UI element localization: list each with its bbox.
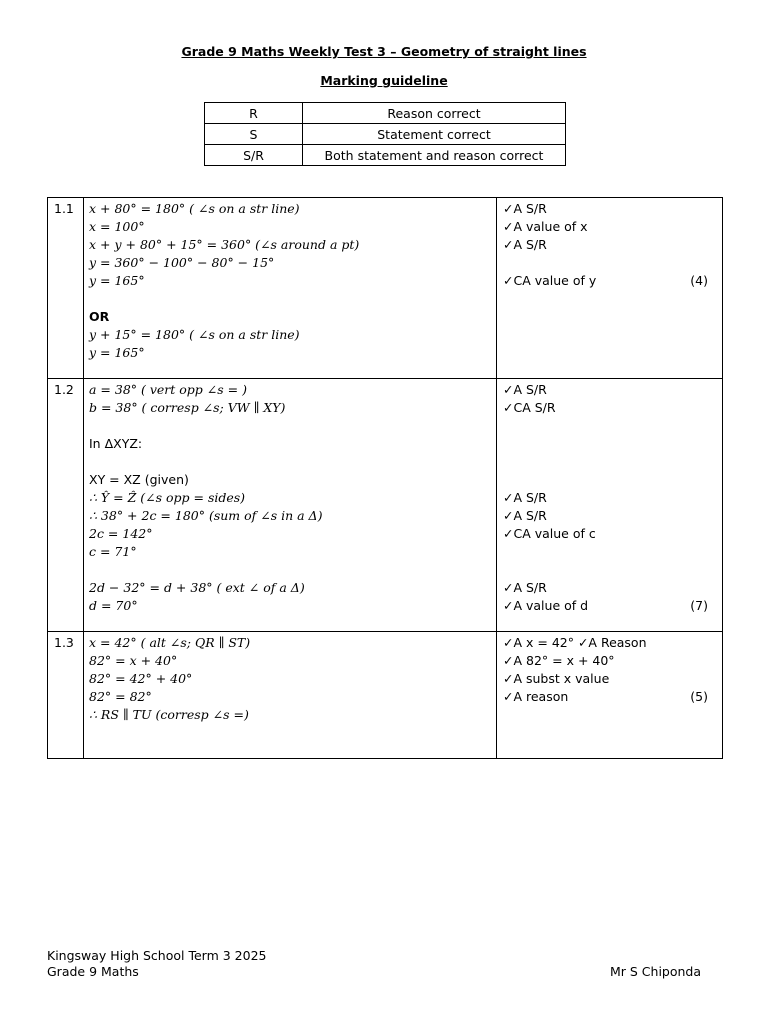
question-number: 1.1 (48, 198, 84, 378)
working-line: 82° = 82° (89, 689, 152, 704)
footer-teacher: Mr S Chiponda (610, 964, 702, 979)
blank-line (503, 471, 708, 489)
working-line: y = 165° (89, 273, 145, 288)
blank-line (503, 435, 708, 453)
working-line: a = 38° ( vert opp ∠s = ) (89, 382, 247, 397)
blank-line (503, 543, 708, 561)
mark-line: ✓A 82° = x + 40° (503, 653, 615, 668)
mark-line-with-total (503, 597, 708, 615)
legend-code: R (205, 103, 303, 124)
mark-line: ✓A S/R (503, 508, 547, 523)
question-row (48, 631, 722, 758)
legend-row (205, 103, 566, 124)
mark-line-with-total (503, 688, 708, 706)
working-line: XY = XZ (given) (89, 472, 189, 487)
legend-meaning: Both statement and reason correct (303, 145, 566, 166)
mark-line: ✓A reason (503, 689, 569, 704)
blank-line (503, 453, 708, 471)
working-column (84, 379, 497, 631)
working-line: In ΔXYZ: (89, 436, 143, 451)
mark-line: ✓CA value of c (503, 526, 596, 541)
working-line: 2c = 142° (89, 526, 153, 541)
question-total: (5) (690, 689, 708, 704)
blank-line (503, 254, 708, 272)
mark-line: ✓A S/R (503, 580, 547, 595)
working-line: 2d − 32° = d + 38° ( ext ∠ of a Δ) (89, 580, 305, 595)
footer-left (47, 948, 266, 980)
legend-code: S/R (205, 145, 303, 166)
mark-line: ✓A S/R (503, 237, 547, 252)
mark-line: ✓A subst x value (503, 671, 610, 686)
footer-subject: Grade 9 Maths (47, 964, 139, 979)
blank-line (503, 417, 708, 435)
legend-row (205, 124, 566, 145)
question-total: (7) (690, 598, 708, 613)
legend-code: S (205, 124, 303, 145)
working-line: 82° = x + 40° (89, 653, 178, 668)
working-line: x = 100° (89, 219, 145, 234)
mark-line: ✓A S/R (503, 382, 547, 397)
mark-line: ✓A value of d (503, 598, 589, 613)
document-title: Grade 9 Maths Weekly Test 3 – Geometry of straight lines (181, 44, 587, 59)
mark-line: ✓A S/R (503, 201, 547, 216)
question-number: 1.2 (48, 379, 84, 631)
marks-column (497, 379, 722, 631)
question-row (48, 378, 722, 631)
working-line: 82° = 42° + 40° (89, 671, 193, 686)
working-column (84, 632, 497, 758)
footer-school: Kingsway High School Term 3 2025 (47, 948, 267, 963)
question-number: 1.3 (48, 632, 84, 758)
mark-line: ✓A S/R (503, 490, 547, 505)
blank-line (503, 561, 708, 579)
mark-line: ✓CA S/R (503, 400, 556, 415)
legend-row (205, 145, 566, 166)
working-line: y = 165° (89, 345, 145, 360)
working-line: y = 360° − 100° − 80° − 15° (89, 255, 275, 270)
marks-column (497, 632, 722, 758)
mark-line: ✓A x = 42° ✓A Reason (503, 635, 647, 650)
question-total: (4) (690, 273, 708, 288)
document-subtitle: Marking guideline (320, 73, 448, 88)
working-line: x = 42° ( alt ∠s; QR ∥ ST) (89, 635, 251, 650)
marking-legend-table (204, 102, 566, 166)
blank-line (89, 290, 496, 308)
working-line: ∴ Ŷ = Ẑ (∠s opp = sides) (89, 490, 246, 505)
legend-meaning: Statement correct (303, 124, 566, 145)
legend-meaning: Reason correct (303, 103, 566, 124)
working-line: x + 80° = 180° ( ∠s on a str line) (89, 201, 300, 216)
working-column (84, 198, 497, 378)
working-line: y + 15° = 180° ( ∠s on a str line) (89, 327, 300, 342)
working-line: x + y + 80° + 15° = 360° (∠s around a pt) (89, 237, 360, 252)
blank-line (89, 561, 496, 579)
working-line: b = 38° ( corresp ∠s; VW ∥ XY) (89, 400, 286, 415)
working-line: ∴ 38° + 2c = 180° (sum of ∠s in a Δ) (89, 508, 323, 523)
blank-line (89, 453, 496, 471)
mark-line: ✓CA value of y (503, 273, 597, 288)
marks-column (497, 198, 722, 378)
mark-line: ✓A value of x (503, 219, 588, 234)
working-line: c = 71° (89, 544, 137, 559)
working-line: ∴ RS ∥ TU (corresp ∠s =) (89, 707, 249, 722)
question-row (48, 198, 722, 378)
mark-line-with-total (503, 272, 708, 290)
blank-line (89, 417, 496, 435)
working-line: d = 70° (89, 598, 138, 613)
or-label: OR (89, 309, 110, 324)
memo-table (47, 197, 723, 759)
